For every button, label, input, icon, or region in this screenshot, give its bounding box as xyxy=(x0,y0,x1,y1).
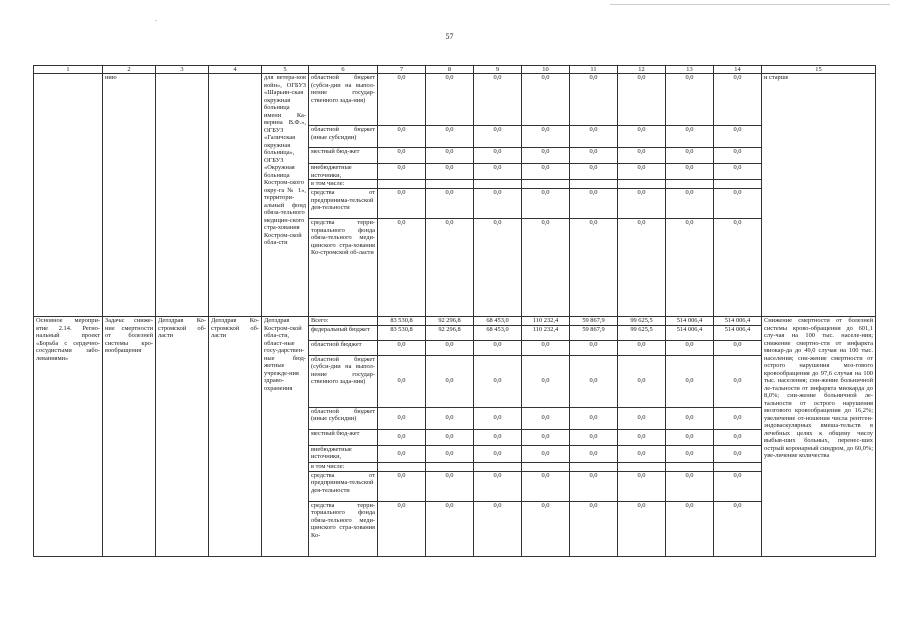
amount-cell: 0,0 xyxy=(714,340,762,355)
amount-cell xyxy=(426,180,474,189)
budget-table xyxy=(33,65,876,557)
amount-cell xyxy=(426,462,474,471)
amount-cell: 0,0 xyxy=(618,471,666,501)
amount-cell: 0,0 xyxy=(474,189,522,219)
funding-source-label: областной бюджет (субси-дии на выпол-нение государ-ственного зада-ния) xyxy=(309,355,378,407)
amount-cell: 0,0 xyxy=(666,407,714,429)
amount-cell: 0,0 xyxy=(378,407,426,429)
amount-cell: 0,0 xyxy=(714,148,762,164)
amount-cell: 0,0 xyxy=(714,445,762,462)
responsible-executor-cell xyxy=(156,74,209,317)
amount-cell xyxy=(474,462,522,471)
budget-row xyxy=(34,74,876,126)
funding-source-label: областной бюджет (иные субсидии) xyxy=(309,126,378,148)
amount-cell: 92 296,8 xyxy=(426,325,474,340)
column-number: 1 xyxy=(34,66,103,74)
amount-cell: 0,0 xyxy=(522,74,570,126)
amount-cell xyxy=(570,180,618,189)
amount-cell: 0,0 xyxy=(378,74,426,126)
amount-cell: 0,0 xyxy=(522,340,570,355)
amount-cell: 0,0 xyxy=(426,501,474,556)
column-number: 7 xyxy=(378,66,426,74)
block-continuation xyxy=(34,74,876,317)
amount-cell: 0,0 xyxy=(666,340,714,355)
amount-cell: 0,0 xyxy=(570,148,618,164)
column-number: 9 xyxy=(474,66,522,74)
amount-cell: 0,0 xyxy=(666,126,714,148)
amount-cell: 0,0 xyxy=(570,126,618,148)
amount-cell: 0,0 xyxy=(570,340,618,355)
amount-cell: 514 006,4 xyxy=(714,317,762,326)
scan-edge-mark xyxy=(610,4,890,5)
amount-cell: 0,0 xyxy=(426,164,474,180)
amount-cell: 0,0 xyxy=(474,501,522,556)
expected-result-cell: Снижение смертности от болезней системы крово-обращения до 601,1 слу-чая на 100 тыс. населе-ния; снижение смертно-сти от инфаркта миокар-да до 49,0 случая на 100 тыс. населения; сни-жение смертности от острого нарушения моз-гового кровообращения до 97,6 случая на 100 тыс. населения; сни-жение больничной ле-тальности от инфаркта миокарда до 8,0%; сни-жение больничной ле-тальности от острого нарушения мозгового кровообращения до 16,2%; увеличение от-ношения числа рентген-эндоваскулярных вмеша-тельств в лечебных целях к общему числу выбыв-ших больных, перенес-ших острый коронарный синдром, до 60,0%; уве-личение количества xyxy=(762,317,876,557)
amount-cell: 0,0 xyxy=(378,189,426,219)
amount-cell: 0,0 xyxy=(570,429,618,445)
amount-cell: 0,0 xyxy=(474,126,522,148)
amount-cell: 0,0 xyxy=(618,407,666,429)
amount-cell: 0,0 xyxy=(714,429,762,445)
amount-cell: 0,0 xyxy=(570,164,618,180)
amount-cell: 0,0 xyxy=(666,148,714,164)
measure-name-cell xyxy=(34,74,103,317)
amount-cell: 110 232,4 xyxy=(522,325,570,340)
amount-cell: 68 453,0 xyxy=(474,317,522,326)
measure-name-cell: Основное меропри-ятие 2.14. Регио-нальный проект «Борьба с сердечно-сосудистыми забо-леваниями» xyxy=(34,317,103,557)
column-number: 13 xyxy=(666,66,714,74)
funding-source-label: средства от предпринима-тельской дея-тельности xyxy=(309,471,378,501)
amount-cell: 0,0 xyxy=(378,340,426,355)
amount-cell: 0,0 xyxy=(522,189,570,219)
amount-cell: 83 530,8 xyxy=(378,317,426,326)
amount-cell: 0,0 xyxy=(426,189,474,219)
amount-cell: 0,0 xyxy=(474,471,522,501)
block-measure-2-14 xyxy=(34,317,876,557)
amount-cell: 0,0 xyxy=(714,74,762,126)
amount-cell: 0,0 xyxy=(618,74,666,126)
amount-cell: 0,0 xyxy=(426,471,474,501)
funding-source-label: средства терри-ториального фонда обяза-тельного меди-цинского стра-хования Ко-стромской об-ласти xyxy=(309,219,378,317)
amount-cell: 0,0 xyxy=(714,126,762,148)
amount-cell: 0,0 xyxy=(378,445,426,462)
amount-cell: 0,0 xyxy=(618,148,666,164)
amount-cell: 0,0 xyxy=(474,445,522,462)
amount-cell: 0,0 xyxy=(666,501,714,556)
column-number-row xyxy=(34,66,876,74)
amount-cell: 0,0 xyxy=(570,471,618,501)
amount-cell: 0,0 xyxy=(378,164,426,180)
amount-cell: 0,0 xyxy=(426,407,474,429)
funding-source-label: внебюджетные источники, xyxy=(309,164,378,180)
column-number: 6 xyxy=(309,66,378,74)
amount-cell xyxy=(618,180,666,189)
amount-cell: 0,0 xyxy=(618,126,666,148)
amount-cell: 0,0 xyxy=(714,501,762,556)
amount-cell: 0,0 xyxy=(474,340,522,355)
amount-cell: 0,0 xyxy=(666,219,714,317)
amount-cell: 0,0 xyxy=(378,429,426,445)
amount-cell xyxy=(618,462,666,471)
amount-cell: 0,0 xyxy=(714,471,762,501)
amount-cell: 0,0 xyxy=(570,407,618,429)
column-number: 12 xyxy=(618,66,666,74)
amount-cell: 0,0 xyxy=(474,429,522,445)
amount-cell: 0,0 xyxy=(714,164,762,180)
amount-cell: 0,0 xyxy=(522,148,570,164)
amount-cell: 0,0 xyxy=(618,445,666,462)
task-cell: Задача: сниже-ние смертности от болезней системы кро-вообращения xyxy=(103,317,156,557)
amount-cell: 0,0 xyxy=(378,471,426,501)
funding-source-label: областной бюджет (иные субсидии) xyxy=(309,407,378,429)
amount-cell: 92 296,8 xyxy=(426,317,474,326)
amount-cell: 0,0 xyxy=(666,445,714,462)
amount-cell: 0,0 xyxy=(570,501,618,556)
amount-cell: 514 006,4 xyxy=(714,325,762,340)
amount-cell xyxy=(714,180,762,189)
amount-cell: 514 006,4 xyxy=(666,317,714,326)
amount-cell xyxy=(474,180,522,189)
amount-cell: 0,0 xyxy=(378,501,426,556)
funding-source-label: в том числе: xyxy=(309,462,378,471)
amount-cell: 0,0 xyxy=(426,148,474,164)
amount-cell xyxy=(570,462,618,471)
amount-cell: 0,0 xyxy=(618,429,666,445)
funding-source-label: областной бюджет (субси-дии на выпол-нение государ-ственного зада-ния) xyxy=(309,74,378,126)
amount-cell: 0,0 xyxy=(714,355,762,407)
task-cell: нию xyxy=(103,74,156,317)
amount-cell: 0,0 xyxy=(618,501,666,556)
amount-cell: 0,0 xyxy=(522,407,570,429)
funding-source-label: Всего: xyxy=(309,317,378,326)
participants-cell: Депздрав Костром-ской обла-сти, област-ные госу-дарствен-ные бюд-жетные учрежде-ния здраво-охранения xyxy=(262,317,309,557)
column-number: 2 xyxy=(103,66,156,74)
amount-cell: 0,0 xyxy=(714,189,762,219)
funding-source-label: местный бюд-жет xyxy=(309,148,378,164)
amount-cell xyxy=(522,180,570,189)
amount-cell xyxy=(522,462,570,471)
amount-cell: 0,0 xyxy=(378,219,426,317)
column-number: 14 xyxy=(714,66,762,74)
amount-cell: 83 530,8 xyxy=(378,325,426,340)
amount-cell xyxy=(666,462,714,471)
amount-cell xyxy=(714,462,762,471)
amount-cell: 0,0 xyxy=(426,355,474,407)
budget-row xyxy=(34,317,876,326)
amount-cell: 0,0 xyxy=(426,340,474,355)
amount-cell: 0,0 xyxy=(426,429,474,445)
amount-cell: 0,0 xyxy=(474,74,522,126)
scan-edge-mark xyxy=(155,20,157,21)
amount-cell: 0,0 xyxy=(714,407,762,429)
amount-cell: 68 453,0 xyxy=(474,325,522,340)
expected-result-cell: и старше xyxy=(762,74,876,317)
amount-cell: 0,0 xyxy=(474,148,522,164)
amount-cell: 0,0 xyxy=(570,189,618,219)
funding-source-label: в том числе: xyxy=(309,180,378,189)
amount-cell: 0,0 xyxy=(570,355,618,407)
column-number: 5 xyxy=(262,66,309,74)
amount-cell: 0,0 xyxy=(666,189,714,219)
amount-cell: 0,0 xyxy=(618,219,666,317)
amount-cell: 0,0 xyxy=(378,126,426,148)
amount-cell: 0,0 xyxy=(426,445,474,462)
funding-source-label: средства от предпринима-тельской дея-тельности xyxy=(309,189,378,219)
funding-source-label: областной бюджет xyxy=(309,340,378,355)
co-executor-cell: Депздрав Ко-стромской об-ласти xyxy=(209,317,262,557)
amount-cell: 0,0 xyxy=(474,164,522,180)
amount-cell: 59 867,9 xyxy=(570,317,618,326)
amount-cell: 0,0 xyxy=(426,74,474,126)
column-number: 8 xyxy=(426,66,474,74)
amount-cell: 0,0 xyxy=(522,164,570,180)
amount-cell: 59 867,9 xyxy=(570,325,618,340)
column-number: 10 xyxy=(522,66,570,74)
amount-cell: 0,0 xyxy=(378,148,426,164)
page-number: 57 xyxy=(445,32,454,41)
amount-cell: 0,0 xyxy=(570,445,618,462)
funding-source-label: местный бюд-жет xyxy=(309,429,378,445)
amount-cell: 110 232,4 xyxy=(522,317,570,326)
amount-cell: 0,0 xyxy=(618,355,666,407)
funding-source-label: средства терри-ториального фонда обяза-тельного меди-цинского стра-хования Ко- xyxy=(309,501,378,556)
amount-cell xyxy=(666,180,714,189)
amount-cell: 0,0 xyxy=(666,471,714,501)
amount-cell: 0,0 xyxy=(522,126,570,148)
amount-cell: 0,0 xyxy=(618,164,666,180)
participants-cell: для ветера-нов войн», ОГБУЗ «Шарьин-ская окружная больница имени Ка-верина В.Ф.», ОГБУЗ «Галичская окружная больница», ОГБУЗ «Окружная больница Костром-ского окру-га № 1», территори-альный фонд обяза-тельного медицин-ского стра-хования Костром-ской обла-сти xyxy=(262,74,309,317)
column-number: 4 xyxy=(209,66,262,74)
amount-cell: 0,0 xyxy=(474,355,522,407)
column-number: 3 xyxy=(156,66,209,74)
funding-source-label: федеральный бюджет xyxy=(309,325,378,340)
amount-cell: 0,0 xyxy=(426,126,474,148)
amount-cell: 0,0 xyxy=(474,407,522,429)
amount-cell: 0,0 xyxy=(474,219,522,317)
amount-cell: 0,0 xyxy=(522,429,570,445)
amount-cell: 0,0 xyxy=(570,219,618,317)
amount-cell: 0,0 xyxy=(426,219,474,317)
amount-cell: 0,0 xyxy=(714,219,762,317)
amount-cell: 0,0 xyxy=(522,219,570,317)
amount-cell: 0,0 xyxy=(666,74,714,126)
amount-cell: 0,0 xyxy=(618,189,666,219)
amount-cell: 99 625,5 xyxy=(618,317,666,326)
amount-cell: 0,0 xyxy=(522,501,570,556)
amount-cell: 0,0 xyxy=(666,164,714,180)
amount-cell: 0,0 xyxy=(522,355,570,407)
amount-cell: 99 625,5 xyxy=(618,325,666,340)
amount-cell: 0,0 xyxy=(522,471,570,501)
co-executor-cell xyxy=(209,74,262,317)
amount-cell: 0,0 xyxy=(618,340,666,355)
funding-source-label: внебюджетные источники, xyxy=(309,445,378,462)
amount-cell: 0,0 xyxy=(378,355,426,407)
amount-cell xyxy=(378,462,426,471)
amount-cell: 0,0 xyxy=(666,429,714,445)
amount-cell: 0,0 xyxy=(522,445,570,462)
amount-cell xyxy=(378,180,426,189)
amount-cell: 0,0 xyxy=(570,74,618,126)
responsible-executor-cell: Депздрав Ко-стромской об-ласти xyxy=(156,317,209,557)
column-number: 11 xyxy=(570,66,618,74)
amount-cell: 514 006,4 xyxy=(666,325,714,340)
column-number: 15 xyxy=(762,66,876,74)
amount-cell: 0,0 xyxy=(666,355,714,407)
